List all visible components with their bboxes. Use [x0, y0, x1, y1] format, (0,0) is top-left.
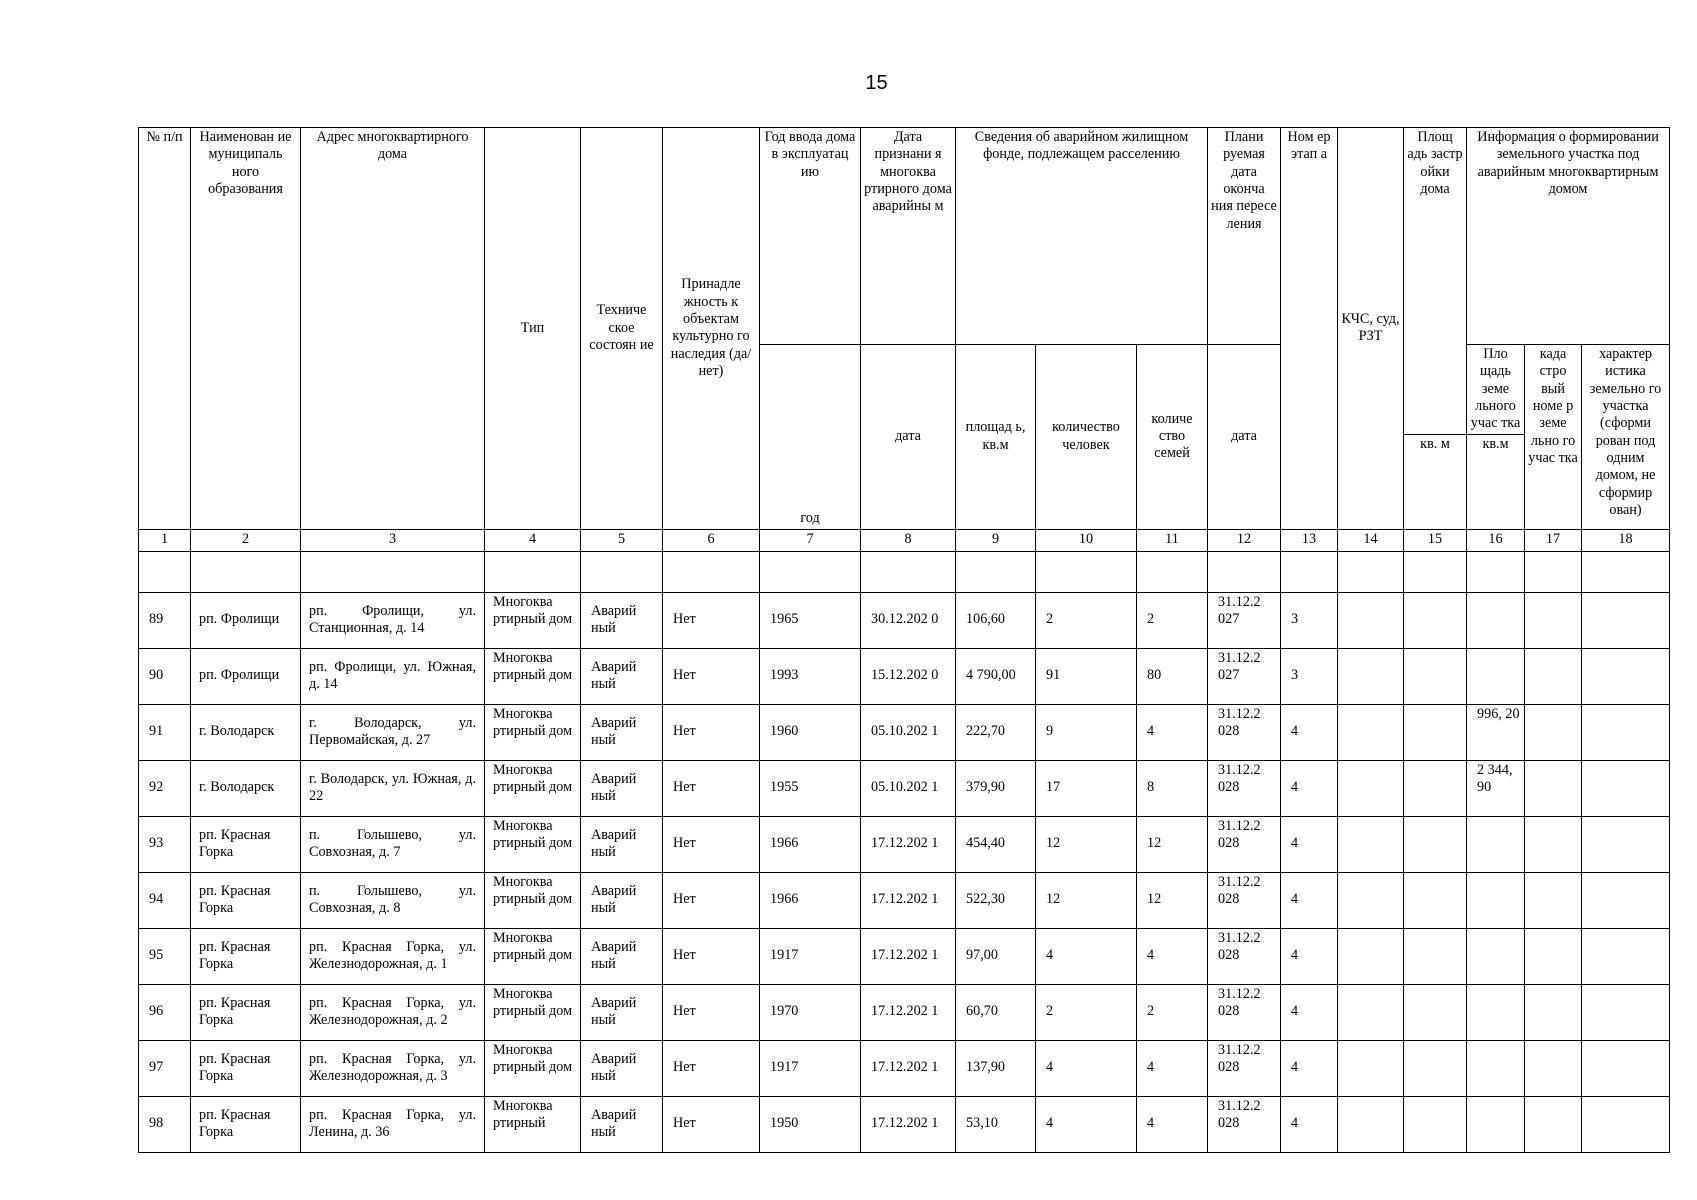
cell-technical-state: Аварий ный: [581, 816, 663, 872]
table-row: [139, 872, 1670, 928]
cell-land-characteristic: [1582, 592, 1670, 648]
cell-land-characteristic: [1582, 928, 1670, 984]
table-header: [139, 128, 1670, 593]
column-number: 13: [1281, 529, 1338, 551]
cell-address: рп. Красная Горка, ул. Железнодорожная, д. 3: [301, 1040, 485, 1096]
cell-row-number: 97: [139, 1040, 191, 1096]
cell-technical-state: Аварий ный: [581, 872, 663, 928]
cell-built-area: [1404, 928, 1467, 984]
column-numbers-row: [139, 529, 1670, 551]
header-cadastral-number: када стро вый номе р земе льно го учас тка: [1525, 345, 1582, 530]
cell-stage: 4: [1281, 872, 1338, 928]
cell-land-characteristic: [1582, 984, 1670, 1040]
table-row: [139, 816, 1670, 872]
cell-date-recognized: 17.12.202 1: [861, 872, 956, 928]
cell-municipality: рп. Красная Горка: [191, 816, 301, 872]
cell-row-number: 89: [139, 592, 191, 648]
cell-planned-date: 31.12.2 028: [1208, 1096, 1281, 1152]
cell-technical-state: Аварий ный: [581, 984, 663, 1040]
cell-address: г. Володарск, ул. Южная, д. 22: [301, 760, 485, 816]
cell-heritage: Нет: [663, 1040, 760, 1096]
cell-land-area: [1467, 1096, 1525, 1152]
cell-address: рп. Фролищи, ул. Станционная, д. 14: [301, 592, 485, 648]
cell-year: 1966: [760, 816, 861, 872]
cell-planned-date: 31.12.2 028: [1208, 816, 1281, 872]
header-unit-land-area: кв.м: [1467, 434, 1525, 529]
cell-area: 97,00: [956, 928, 1036, 984]
cell-heritage: Нет: [663, 704, 760, 760]
cell-people: 4: [1036, 928, 1137, 984]
cell-year: 1950: [760, 1096, 861, 1152]
header-kchs: КЧС, суд, РЗТ: [1338, 128, 1404, 530]
header-sub-date-recognized: дата: [861, 345, 956, 530]
cell-stage: 4: [1281, 1040, 1338, 1096]
cell-year: 1970: [760, 984, 861, 1040]
cell-type: Многоква ртирный дом: [485, 872, 581, 928]
cell-built-area: [1404, 1040, 1467, 1096]
cell-technical-state: Аварий ный: [581, 648, 663, 704]
cell-area: 454,40: [956, 816, 1036, 872]
cell-cadastral-number: [1525, 648, 1582, 704]
column-number: 11: [1137, 529, 1208, 551]
cell-type: Многоква ртирный дом: [485, 648, 581, 704]
cell-families: 80: [1137, 648, 1208, 704]
cell-cadastral-number: [1525, 872, 1582, 928]
header-land-area: Пло щадь земе льного учас тка: [1467, 345, 1525, 435]
column-number: 14: [1338, 529, 1404, 551]
cell-address: г. Володарск, ул. Первомайская, д. 27: [301, 704, 485, 760]
cell-land-characteristic: [1582, 1096, 1670, 1152]
column-number: 2: [191, 529, 301, 551]
cell-year: 1955: [760, 760, 861, 816]
table-row: [139, 592, 1670, 648]
cell-address: рп. Красная Горка, ул. Железнодорожная, д. 2: [301, 984, 485, 1040]
header-technical-state: Техниче ское состоян ие: [581, 128, 663, 530]
cell-date-recognized: 17.12.202 1: [861, 816, 956, 872]
cell-kchs: [1338, 1096, 1404, 1152]
cell-municipality: рп. Красная Горка: [191, 928, 301, 984]
cell-type: Многоква ртирный дом: [485, 592, 581, 648]
cell-stage: 4: [1281, 704, 1338, 760]
cell-year: 1966: [760, 872, 861, 928]
cell-heritage: Нет: [663, 1096, 760, 1152]
column-number: 3: [301, 529, 485, 551]
cell-type: Многоква ртирный дом: [485, 704, 581, 760]
table-row: [139, 704, 1670, 760]
cell-area: 53,10: [956, 1096, 1036, 1152]
cell-cadastral-number: [1525, 592, 1582, 648]
cell-year: 1965: [760, 592, 861, 648]
cell-row-number: 95: [139, 928, 191, 984]
cell-technical-state: Аварий ный: [581, 760, 663, 816]
cell-land-area: [1467, 592, 1525, 648]
header-sub-families: количе ство семей: [1137, 345, 1208, 530]
cell-municipality: рп. Красная Горка: [191, 1096, 301, 1152]
cell-address: рп. Красная Горка, ул. Железнодорожная, д. 1: [301, 928, 485, 984]
cell-heritage: Нет: [663, 816, 760, 872]
cell-planned-date: 31.12.2 028: [1208, 872, 1281, 928]
cell-planned-date: 31.12.2 028: [1208, 704, 1281, 760]
cell-families: 4: [1137, 1040, 1208, 1096]
cell-land-characteristic: [1582, 648, 1670, 704]
cell-people: 91: [1036, 648, 1137, 704]
column-number: 8: [861, 529, 956, 551]
cell-stage: 4: [1281, 984, 1338, 1040]
cell-technical-state: Аварий ный: [581, 928, 663, 984]
cell-families: 12: [1137, 872, 1208, 928]
cell-land-characteristic: [1582, 760, 1670, 816]
cell-kchs: [1338, 760, 1404, 816]
header-sub-planned-date: дата: [1208, 345, 1281, 530]
cell-land-characteristic: [1582, 872, 1670, 928]
header-address: Адрес многоквартирного дома: [301, 128, 485, 530]
cell-kchs: [1338, 1040, 1404, 1096]
cell-planned-date: 31.12.2 028: [1208, 760, 1281, 816]
cell-cadastral-number: [1525, 816, 1582, 872]
cell-built-area: [1404, 1096, 1467, 1152]
cell-kchs: [1338, 984, 1404, 1040]
cell-land-characteristic: [1582, 816, 1670, 872]
emergency-housing-table: [138, 127, 1670, 1153]
cell-kchs: [1338, 592, 1404, 648]
cell-stage: 4: [1281, 816, 1338, 872]
cell-address: рп. Красная Горка, ул. Ленина, д. 36: [301, 1096, 485, 1152]
cell-built-area: [1404, 704, 1467, 760]
header-planned-date: Плани руемая дата оконча ния пересе ления: [1208, 128, 1281, 345]
cell-people: 12: [1036, 816, 1137, 872]
cell-cadastral-number: [1525, 1096, 1582, 1152]
cell-built-area: [1404, 872, 1467, 928]
cell-municipality: рп. Фролищи: [191, 592, 301, 648]
cell-year: 1917: [760, 928, 861, 984]
cell-families: 12: [1137, 816, 1208, 872]
column-number: 1: [139, 529, 191, 551]
cell-address: рп. Фролищи, ул. Южная, д. 14: [301, 648, 485, 704]
cell-municipality: рп. Красная Горка: [191, 1040, 301, 1096]
header-date-recognized: Дата признани я многоква ртирного дома аварийны м: [861, 128, 956, 345]
cell-municipality: рп. Красная Горка: [191, 984, 301, 1040]
column-number: 15: [1404, 529, 1467, 551]
table-row: [139, 928, 1670, 984]
cell-families: 2: [1137, 984, 1208, 1040]
column-number: 18: [1582, 529, 1670, 551]
table-row: [139, 1040, 1670, 1096]
cell-kchs: [1338, 928, 1404, 984]
cell-date-recognized: 17.12.202 1: [861, 1096, 956, 1152]
cell-municipality: г. Володарск: [191, 760, 301, 816]
header-unit-built-area: кв. м: [1404, 434, 1467, 529]
cell-row-number: 96: [139, 984, 191, 1040]
cell-area: 137,90: [956, 1040, 1036, 1096]
cell-year: 1993: [760, 648, 861, 704]
cell-planned-date: 31.12.2 028: [1208, 928, 1281, 984]
column-number: 7: [760, 529, 861, 551]
cell-date-recognized: 17.12.202 1: [861, 928, 956, 984]
cell-kchs: [1338, 648, 1404, 704]
cell-heritage: Нет: [663, 760, 760, 816]
cell-area: 379,90: [956, 760, 1036, 816]
cell-area: 60,70: [956, 984, 1036, 1040]
cell-heritage: Нет: [663, 592, 760, 648]
cell-land-area: [1467, 872, 1525, 928]
cell-land-area: [1467, 816, 1525, 872]
cell-date-recognized: 17.12.202 1: [861, 1040, 956, 1096]
column-number: 12: [1208, 529, 1281, 551]
cell-kchs: [1338, 816, 1404, 872]
column-number: 10: [1036, 529, 1137, 551]
cell-heritage: Нет: [663, 984, 760, 1040]
cell-row-number: 94: [139, 872, 191, 928]
column-number: 17: [1525, 529, 1582, 551]
cell-year: 1917: [760, 1040, 861, 1096]
table-row: [139, 984, 1670, 1040]
cell-people: 2: [1036, 984, 1137, 1040]
column-number: 6: [663, 529, 760, 551]
cell-cadastral-number: [1525, 1040, 1582, 1096]
header-year-commissioned: Год ввода дома в эксплуатац ию: [760, 128, 861, 345]
cell-type: Многоква ртирный: [485, 1096, 581, 1152]
header-emergency-fund: Сведения об аварийном жилищном фонде, подлежащем расселению: [956, 128, 1208, 345]
cell-stage: 3: [1281, 592, 1338, 648]
cell-people: 4: [1036, 1040, 1137, 1096]
cell-built-area: [1404, 984, 1467, 1040]
cell-stage: 4: [1281, 928, 1338, 984]
cell-land-area: [1467, 648, 1525, 704]
cell-type: Многоква ртирный дом: [485, 816, 581, 872]
cell-type: Многоква ртирный дом: [485, 928, 581, 984]
cell-stage: 3: [1281, 648, 1338, 704]
table-row: [139, 1096, 1670, 1152]
header-sub-year: год: [760, 345, 861, 530]
cell-built-area: [1404, 816, 1467, 872]
cell-planned-date: 31.12.2 028: [1208, 984, 1281, 1040]
cell-people: 4: [1036, 1096, 1137, 1152]
spacer-row: [139, 551, 1670, 592]
cell-date-recognized: 17.12.202 1: [861, 984, 956, 1040]
cell-heritage: Нет: [663, 648, 760, 704]
cell-families: 2: [1137, 592, 1208, 648]
table-body: [139, 592, 1670, 1152]
cell-land-area: [1467, 984, 1525, 1040]
header-built-area: Площ адь застр ойки дома: [1404, 128, 1467, 435]
cell-type: Многоква ртирный дом: [485, 760, 581, 816]
column-number: 9: [956, 529, 1036, 551]
cell-type: Многоква ртирный дом: [485, 1040, 581, 1096]
cell-families: 4: [1137, 704, 1208, 760]
cell-cadastral-number: [1525, 704, 1582, 760]
header-heritage: Принадле жность к объектам культурно го наследия (да/нет): [663, 128, 760, 530]
column-number: 4: [485, 529, 581, 551]
cell-heritage: Нет: [663, 872, 760, 928]
cell-date-recognized: 15.12.202 0: [861, 648, 956, 704]
cell-municipality: г. Володарск: [191, 704, 301, 760]
cell-families: 8: [1137, 760, 1208, 816]
header-type: Тип: [485, 128, 581, 530]
header-land-characteristic: характер истика земельно го участка (сформи рован под одним домом, не сформир ован): [1582, 345, 1670, 530]
cell-cadastral-number: [1525, 760, 1582, 816]
cell-date-recognized: 05.10.202 1: [861, 760, 956, 816]
cell-families: 4: [1137, 1096, 1208, 1152]
cell-area: 4 790,00: [956, 648, 1036, 704]
cell-area: 222,70: [956, 704, 1036, 760]
cell-families: 4: [1137, 928, 1208, 984]
cell-planned-date: 31.12.2 027: [1208, 648, 1281, 704]
cell-date-recognized: 05.10.202 1: [861, 704, 956, 760]
cell-technical-state: Аварий ный: [581, 592, 663, 648]
header-row-number: № п/п: [139, 128, 191, 530]
cell-date-recognized: 30.12.202 0: [861, 592, 956, 648]
header-municipality: Наименован ие муниципаль ного образования: [191, 128, 301, 530]
cell-people: 2: [1036, 592, 1137, 648]
cell-land-characteristic: [1582, 704, 1670, 760]
column-number: 16: [1467, 529, 1525, 551]
cell-planned-date: 31.12.2 027: [1208, 592, 1281, 648]
cell-people: 9: [1036, 704, 1137, 760]
cell-land-area: 996, 20: [1467, 704, 1525, 760]
cell-stage: 4: [1281, 760, 1338, 816]
cell-land-area: [1467, 1040, 1525, 1096]
cell-municipality: рп. Красная Горка: [191, 872, 301, 928]
cell-row-number: 93: [139, 816, 191, 872]
cell-people: 12: [1036, 872, 1137, 928]
cell-land-area: [1467, 928, 1525, 984]
cell-stage: 4: [1281, 1096, 1338, 1152]
cell-area: 106,60: [956, 592, 1036, 648]
header-stage: Ном ер этап а: [1281, 128, 1338, 530]
cell-land-characteristic: [1582, 1040, 1670, 1096]
cell-address: п. Голышево, ул. Совхозная, д. 8: [301, 872, 485, 928]
cell-built-area: [1404, 648, 1467, 704]
cell-built-area: [1404, 760, 1467, 816]
cell-row-number: 92: [139, 760, 191, 816]
cell-heritage: Нет: [663, 928, 760, 984]
cell-planned-date: 31.12.2 028: [1208, 1040, 1281, 1096]
cell-technical-state: Аварий ный: [581, 704, 663, 760]
cell-area: 522,30: [956, 872, 1036, 928]
cell-kchs: [1338, 872, 1404, 928]
cell-year: 1960: [760, 704, 861, 760]
cell-technical-state: Аварий ный: [581, 1096, 663, 1152]
header-land-info: Информация о формировании земельного участка под аварийным многоквартирным домом: [1467, 128, 1670, 345]
cell-land-area: 2 344, 90: [1467, 760, 1525, 816]
header-sub-people: количество человек: [1036, 345, 1137, 530]
column-number: 5: [581, 529, 663, 551]
cell-kchs: [1338, 704, 1404, 760]
cell-type: Многоква ртирный дом: [485, 984, 581, 1040]
cell-built-area: [1404, 592, 1467, 648]
cell-cadastral-number: [1525, 984, 1582, 1040]
cell-people: 17: [1036, 760, 1137, 816]
cell-cadastral-number: [1525, 928, 1582, 984]
cell-municipality: рп. Фролищи: [191, 648, 301, 704]
table-row: [139, 760, 1670, 816]
cell-row-number: 91: [139, 704, 191, 760]
cell-row-number: 98: [139, 1096, 191, 1152]
header-sub-area: площад ь, кв.м: [956, 345, 1036, 530]
cell-technical-state: Аварий ный: [581, 1040, 663, 1096]
page-number: 15: [865, 72, 888, 94]
cell-row-number: 90: [139, 648, 191, 704]
cell-address: п. Голышево, ул. Совхозная, д. 7: [301, 816, 485, 872]
table-row: [139, 648, 1670, 704]
